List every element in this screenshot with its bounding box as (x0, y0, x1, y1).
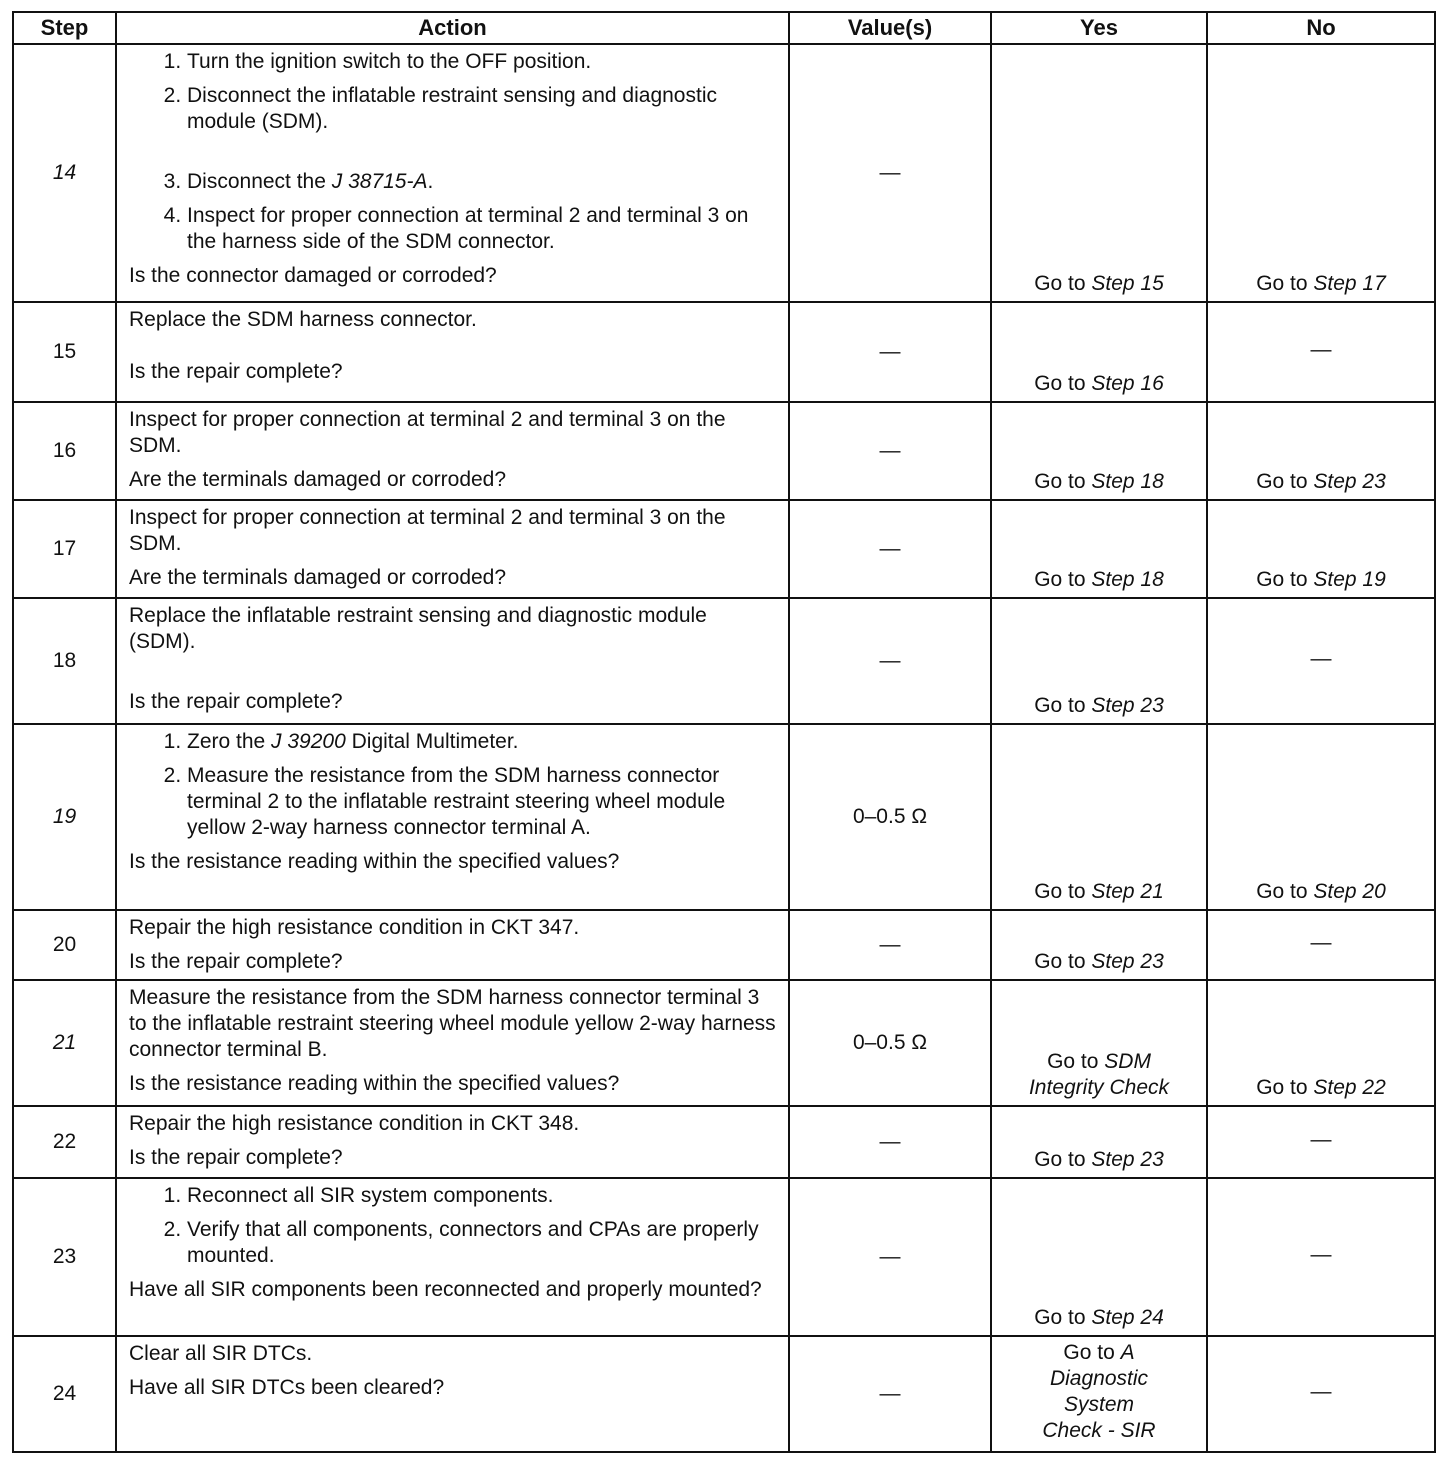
goto-label: Go to (1034, 1148, 1092, 1171)
action-cell (116, 1336, 789, 1452)
question-text: Is the repair complete? (129, 690, 343, 713)
step-number: 14 (13, 44, 116, 302)
step-link[interactable]: Step 17 (1313, 272, 1386, 295)
step-number: 15 (13, 302, 116, 402)
goto-line (996, 1340, 1202, 1366)
action-text: Repair the high resistance condition in CKT 347. (129, 916, 580, 939)
step-link[interactable]: Step 23 (1313, 470, 1386, 493)
step-number: 19 (13, 724, 116, 910)
action-text: Inspect for proper connection at terminal 2 and terminal 3 on the SDM. (129, 408, 726, 457)
step-number: 20 (13, 910, 116, 980)
procedure-link[interactable]: A (1120, 1341, 1135, 1364)
goto-label: Go to (1047, 1050, 1105, 1073)
table-row (13, 1178, 1435, 1336)
step-number: 16 (13, 402, 116, 500)
step-link[interactable]: Step 22 (1313, 1076, 1386, 1099)
step-link[interactable]: Step 23 (1091, 694, 1164, 717)
list-item: 2. Disconnect the inflatable restraint sensing and diagnostic module (SDM). (187, 83, 778, 135)
step-link[interactable]: Step 20 (1313, 880, 1386, 903)
no-cell[interactable] (1207, 500, 1435, 598)
goto-label: Go to (1034, 880, 1092, 903)
header-yes: Yes (991, 12, 1207, 44)
action-list (129, 729, 778, 841)
goto-label: Go to (1034, 568, 1092, 591)
table-row (13, 44, 1435, 302)
question-text: Is the repair complete? (129, 1146, 343, 1169)
no-cell: — (1207, 598, 1435, 724)
procedure-link[interactable]: Integrity Check (1028, 1076, 1170, 1099)
text: Digital Multimeter. (345, 730, 519, 753)
header-values: Value(s) (789, 12, 991, 44)
yes-cell[interactable] (991, 1178, 1207, 1336)
goto-label: Go to (1256, 1076, 1314, 1099)
action-cell (116, 302, 789, 402)
action-text: Replace the inflatable restraint sensing and diagnostic module (SDM). (129, 604, 707, 653)
goto-label: Go to (1034, 950, 1092, 973)
table-row (13, 500, 1435, 598)
procedure-link[interactable]: SDM (1104, 1050, 1151, 1073)
action-text: Inspect for proper connection at terminal 2 and terminal 3 on the SDM. (129, 506, 726, 555)
action-cell (116, 500, 789, 598)
no-cell: — (1207, 1178, 1435, 1336)
no-cell: — (1207, 910, 1435, 980)
procedure-link[interactable]: Diagnostic (1049, 1367, 1149, 1390)
question-text: Are the terminals damaged or corroded? (129, 566, 507, 589)
action-text: Replace the SDM harness connector. (129, 308, 477, 331)
yes-cell[interactable] (991, 44, 1207, 302)
action-cell (116, 910, 789, 980)
action-cell (116, 44, 789, 302)
list-item: 1. Reconnect all SIR system components. (187, 1183, 778, 1209)
no-cell[interactable] (1207, 44, 1435, 302)
step-link[interactable]: Step 24 (1091, 1306, 1164, 1329)
value-cell: — (789, 500, 991, 598)
step-number: 17 (13, 500, 116, 598)
goto-label: Go to (1256, 272, 1314, 295)
header-no: No (1207, 12, 1435, 44)
table-row (13, 402, 1435, 500)
list-item: 2. Verify that all components, connectors and CPAs are properly mounted. (187, 1217, 778, 1269)
procedure-link[interactable]: System (1063, 1393, 1134, 1416)
step-number: 24 (13, 1336, 116, 1452)
value-cell: — (789, 402, 991, 500)
value-cell: — (789, 598, 991, 724)
yes-cell[interactable] (991, 910, 1207, 980)
value-cell: — (789, 910, 991, 980)
no-cell: — (1207, 1106, 1435, 1178)
procedure-link[interactable]: Check - SIR (1042, 1419, 1156, 1442)
goto-label: Go to (1034, 694, 1092, 717)
action-cell (116, 598, 789, 724)
yes-cell[interactable] (991, 500, 1207, 598)
action-cell (116, 980, 789, 1106)
goto-line (996, 1049, 1202, 1075)
diagnostic-table (12, 11, 1436, 1453)
step-number: 18 (13, 598, 116, 724)
goto-label: Go to (1034, 372, 1092, 395)
question-text: Have all SIR components been reconnected and properly mounted? (129, 1278, 762, 1301)
table-row (13, 980, 1435, 1106)
header-action: Action (116, 12, 789, 44)
tool-ref: J 39200 (271, 730, 346, 753)
value-cell: — (789, 1178, 991, 1336)
action-cell (116, 1106, 789, 1178)
question-text: Is the resistance reading within the specified values? (129, 1072, 620, 1095)
goto-label: Go to (1256, 470, 1314, 493)
table-row (13, 598, 1435, 724)
table-row (13, 1336, 1435, 1452)
value-cell: — (789, 302, 991, 402)
question-text: Have all SIR DTCs been cleared? (129, 1376, 445, 1399)
yes-cell[interactable] (991, 1336, 1207, 1452)
step-link[interactable]: Step 23 (1091, 1148, 1164, 1171)
goto-label: Go to (1034, 1306, 1092, 1329)
step-number: 22 (13, 1106, 116, 1178)
list-item (187, 729, 778, 755)
no-cell[interactable] (1207, 724, 1435, 910)
goto-label: Go to (1256, 880, 1314, 903)
action-text: Clear all SIR DTCs. (129, 1342, 313, 1365)
table-row (13, 724, 1435, 910)
step-link[interactable]: Step 21 (1091, 880, 1164, 903)
goto-label: Go to (1063, 1341, 1121, 1364)
list-item: 4. Inspect for proper connection at terminal 2 and terminal 3 on the harness side of the SDM connector. (187, 203, 778, 255)
action-cell (116, 724, 789, 910)
yes-cell[interactable] (991, 1106, 1207, 1178)
goto-label: Go to (1034, 272, 1092, 295)
step-number: 21 (13, 980, 116, 1106)
table-row (13, 1106, 1435, 1178)
step-link[interactable]: Step 19 (1313, 568, 1386, 591)
yes-cell[interactable] (991, 302, 1207, 402)
value-cell: 0–0.5 Ω (789, 724, 991, 910)
action-cell (116, 402, 789, 500)
text: Zero the (187, 730, 272, 753)
action-text: Repair the high resistance condition in CKT 348. (129, 1112, 580, 1135)
question-text: Is the connector damaged or corroded? (129, 264, 497, 287)
list-item (187, 169, 778, 195)
table-row (13, 910, 1435, 980)
value-cell: 0–0.5 Ω (789, 980, 991, 1106)
no-cell: — (1207, 302, 1435, 402)
action-list (129, 1183, 778, 1269)
question-text: Is the repair complete? (129, 950, 343, 973)
value-cell: — (789, 44, 991, 302)
step-link[interactable]: Step 18 (1091, 568, 1164, 591)
goto-label: Go to (1256, 568, 1314, 591)
header-step: Step (13, 12, 116, 44)
header-row (13, 12, 1435, 44)
step-link[interactable]: Step 23 (1091, 950, 1164, 973)
action-list (129, 49, 778, 255)
list-item: 1. Turn the ignition switch to the OFF position. (187, 49, 778, 75)
action-text: Measure the resistance from the SDM harness connector terminal 3 to the inflatable restraint steering wheel module yellow 2-way harness connector terminal B. (129, 986, 776, 1061)
text: Disconnect the (187, 170, 332, 193)
tool-ref: J 38715-A (331, 170, 428, 193)
step-link[interactable]: Step 15 (1091, 272, 1164, 295)
table-row (13, 302, 1435, 402)
no-cell[interactable] (1207, 402, 1435, 500)
question-text: Is the repair complete? (129, 360, 343, 383)
value-cell: — (789, 1336, 991, 1452)
text: . (427, 170, 434, 193)
no-cell[interactable] (1207, 980, 1435, 1106)
goto-label: Go to (1034, 470, 1092, 493)
list-item: 2. Measure the resistance from the SDM harness connector terminal 2 to the inflatable restraint steering wheel module yellow 2-way harness connector terminal A. (187, 763, 778, 841)
no-cell: — (1207, 1336, 1435, 1452)
step-link[interactable]: Step 18 (1091, 470, 1164, 493)
yes-cell[interactable] (991, 724, 1207, 910)
question-text: Is the resistance reading within the specified values? (129, 850, 620, 873)
question-text: Are the terminals damaged or corroded? (129, 468, 507, 491)
step-link[interactable]: Step 16 (1091, 372, 1164, 395)
yes-cell[interactable] (991, 598, 1207, 724)
step-number: 23 (13, 1178, 116, 1336)
value-cell: — (789, 1106, 991, 1178)
yes-cell[interactable] (991, 980, 1207, 1106)
action-cell (116, 1178, 789, 1336)
yes-cell[interactable] (991, 402, 1207, 500)
